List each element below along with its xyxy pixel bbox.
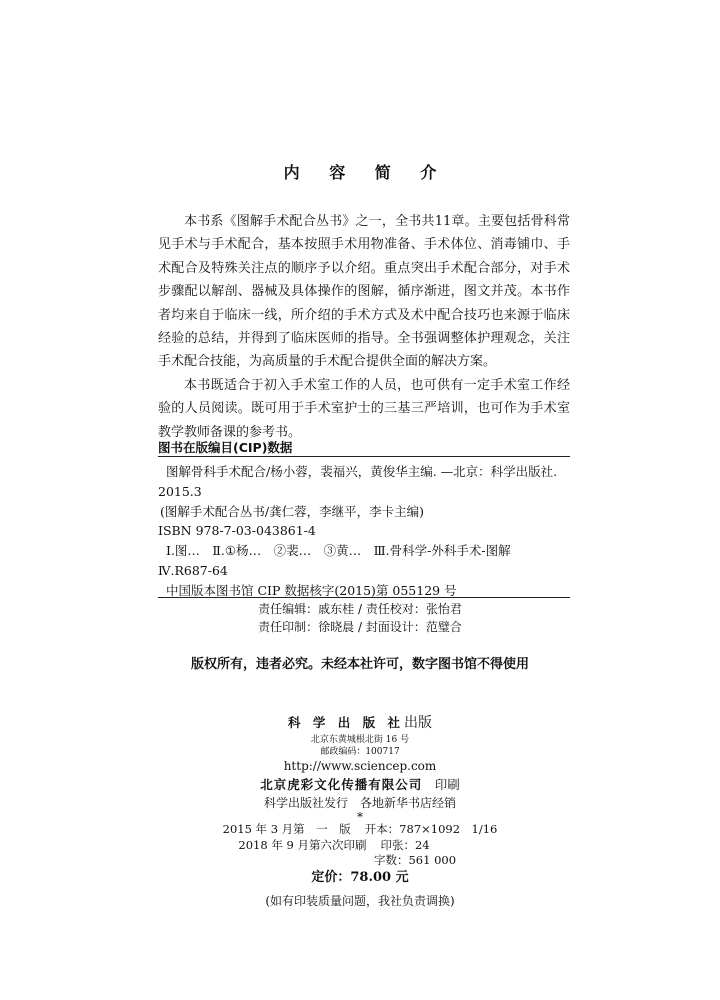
editors-line-1: 责任编辑：戚东桂 / 责任校对：张怡君 <box>258 602 462 616</box>
cip-line-isbn: ISBN 978-7-03-043861-4 <box>158 523 316 539</box>
edition-date: 2015 年 3 月第 一 版 <box>222 822 351 836</box>
page-title: 内 容 简 介 <box>283 163 449 182</box>
editors-line-2: 责任印制：徐晓晨 / 封面设计：范璧合 <box>258 620 462 634</box>
cip-line-title: 图解骨科手术配合/杨小蓉，裴福兴，黄俊华主编. —北京：科学出版社. <box>166 464 558 479</box>
cip-line-classification: Ⅳ.R687-64 <box>158 562 228 578</box>
separator-star: * <box>357 810 363 824</box>
printer-suffix: 印刷 <box>434 777 460 792</box>
quality-notice: (如有印装质量问题，我社负责调换) <box>265 893 455 908</box>
publisher-line <box>0 712 720 734</box>
cip-bottom-rule <box>158 597 570 598</box>
printed-sheets: 印张：24 <box>380 837 430 852</box>
cip-line-date: 2015.3 <box>158 483 202 499</box>
content-summary <box>158 210 570 444</box>
distribution-line: 科学出版社发行 各地新华书店经销 <box>263 796 456 810</box>
cip-line-series: (图解手术配合丛书/龚仁蓉，李继平，李卡主编) <box>160 503 424 519</box>
printer-line <box>0 776 720 794</box>
cip-line-subjects: Ⅰ.图… Ⅱ.①杨… ②裴… ③黄… Ⅲ.骨科学-外科手术-图解 <box>166 543 511 559</box>
price: 定价：78.00 元 <box>311 869 409 885</box>
copyright-notice: 版权所有，违者必究。未经本社许可，数字图书馆不得使用 <box>190 657 529 672</box>
publisher-postcode: 邮政编码：100717 <box>320 747 400 757</box>
printer-name: 北京虎彩文化传播有限公司 <box>260 777 423 792</box>
publisher-suffix: 出版 <box>403 715 432 731</box>
book-format: 开本：787×1092 1/16 <box>364 822 498 836</box>
imprint-block <box>0 712 720 915</box>
cip-record <box>158 462 570 601</box>
publisher-url: http://www.sciencep.com <box>283 759 437 773</box>
summary-paragraph-2: 本书既适合于初入手术室工作的人员，也可供有一定手术室工作经验的人员阅读。既可用于手术室护士的三基三严培训，也可作为手术室教学教师备课的参考书。 <box>158 377 570 440</box>
cip-top-rule <box>158 456 570 457</box>
cip-line-cip-number: 中国版本图书馆 CIP 数据核字(2015)第 055129 号 <box>166 582 457 598</box>
publisher-name: 科 学 出 版 社 <box>288 715 404 730</box>
print-date: 2018 年 9 月第六次印刷 <box>238 837 367 852</box>
editorial-credits <box>0 600 720 636</box>
word-count: 字数：561 000 <box>373 853 457 867</box>
cip-heading: 图书在版编目(CIP)数据 <box>158 440 293 455</box>
summary-paragraph-1: 本书系《图解手术配合丛书》之一，全书共11章。主要包括骨科常见手术与手术配合，基本按照手术用物准备、手术体位、消毒铺巾、手术配合及特殊关注点的顺序予以介绍。重点突出手术配合部分，对手术步骤配以解剖、器械及具体操作的图解，循序渐进，图文并茂。本书作者均来自于临床一线，所介绍的手术方式及术中配合技巧也来源于临床经验的总结，并得到了临床医师的指导。全书强调整体护理观念，关注手术配合技能，为高质量的手术配合提供全面的解决方案。 <box>158 214 570 370</box>
publisher-address: 北京东黄城根北街 16 号 <box>310 735 410 745</box>
print-specs <box>0 822 720 869</box>
